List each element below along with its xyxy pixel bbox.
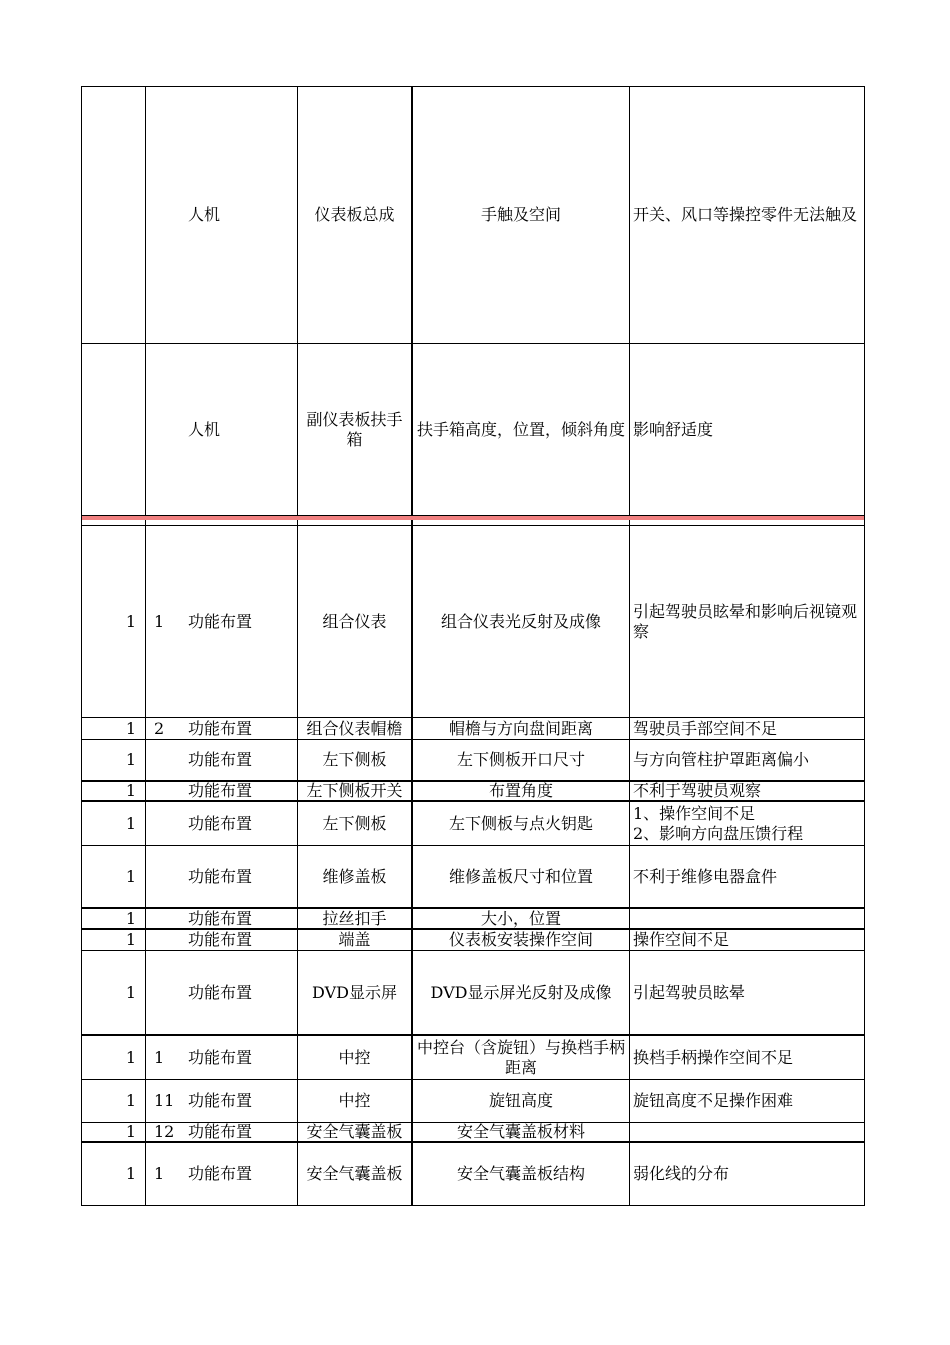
row-count-cell bbox=[82, 87, 146, 343]
check-item-cell bbox=[413, 1143, 630, 1205]
table-row bbox=[81, 1123, 865, 1143]
category-cell bbox=[146, 1036, 298, 1079]
part-name: 组合仪表 bbox=[322, 611, 387, 631]
row-count: 1 bbox=[125, 982, 136, 1002]
issue-description: 开关、风口等操控零件无法触及 bbox=[633, 205, 858, 224]
part-name: 副仪表板扶手箱 bbox=[306, 409, 403, 449]
issue-cell bbox=[630, 1123, 864, 1141]
issue-description: 1、操作空间不足 2、影响方向盘压馈行程 bbox=[633, 803, 804, 843]
part-cell bbox=[298, 782, 413, 800]
check-item: 左下侧板开口尺寸 bbox=[456, 750, 585, 769]
issue-description: 不利于维修电器盒件 bbox=[633, 866, 778, 886]
row-count: 1 bbox=[125, 930, 136, 949]
issue-cell bbox=[630, 1143, 864, 1205]
part-name: 端盖 bbox=[338, 930, 371, 949]
item-number: 1 bbox=[154, 1047, 165, 1067]
check-item-cell bbox=[413, 1080, 630, 1122]
issue-description: 旋钮高度不足操作困难 bbox=[633, 1091, 794, 1110]
table-row bbox=[81, 525, 865, 718]
issue-cell bbox=[630, 909, 864, 928]
item-number: 11 bbox=[154, 1091, 175, 1110]
item-number: 1 bbox=[154, 1164, 165, 1183]
issue-cell bbox=[630, 1080, 864, 1122]
category-label: 人机 bbox=[188, 205, 221, 224]
row-count-cell bbox=[82, 909, 146, 928]
part-cell bbox=[298, 930, 413, 950]
issue-cell bbox=[630, 740, 864, 780]
check-item-cell bbox=[413, 782, 630, 800]
category-cell bbox=[146, 740, 298, 780]
check-item: 仪表板安装操作空间 bbox=[448, 930, 593, 949]
check-item: 扶手箱高度，位置，倾斜角度 bbox=[417, 419, 626, 439]
check-item-cell bbox=[413, 718, 630, 739]
category-cell bbox=[146, 802, 298, 845]
check-item-cell bbox=[413, 951, 630, 1034]
category-cell bbox=[146, 718, 298, 739]
issue-cell bbox=[630, 1036, 864, 1079]
category-cell bbox=[146, 1080, 298, 1122]
category-label: 功能布置 bbox=[188, 930, 253, 949]
row-count-cell bbox=[82, 1123, 146, 1141]
row-count-cell bbox=[82, 802, 146, 845]
check-item: 安全气囊盖板结构 bbox=[456, 1164, 585, 1183]
part-cell bbox=[298, 344, 413, 515]
issue-cell bbox=[630, 951, 864, 1034]
category-label: 功能布置 bbox=[188, 866, 253, 886]
category-cell bbox=[146, 951, 298, 1034]
row-count: 1 bbox=[125, 866, 136, 886]
issue-cell bbox=[630, 526, 864, 717]
part-name: 中控 bbox=[338, 1091, 371, 1110]
category-cell bbox=[146, 344, 298, 515]
part-name: 左下侧板开关 bbox=[306, 782, 403, 800]
row-count: 1 bbox=[125, 813, 136, 833]
row-count-cell bbox=[82, 782, 146, 800]
row-count: 1 bbox=[125, 611, 136, 631]
part-name: 维修盖板 bbox=[322, 866, 387, 886]
row-count: 1 bbox=[125, 1091, 136, 1110]
row-count-cell bbox=[82, 718, 146, 739]
check-item: 安全气囊盖板材料 bbox=[456, 1123, 585, 1141]
row-count-cell bbox=[82, 526, 146, 717]
check-item: 帽檐与方向盘间距离 bbox=[448, 718, 593, 738]
item-number: 2 bbox=[154, 718, 165, 738]
category-label: 功能布置 bbox=[188, 1091, 253, 1110]
row-count-cell bbox=[82, 1080, 146, 1122]
row-count-cell bbox=[82, 951, 146, 1034]
part-cell bbox=[298, 526, 413, 717]
table-row bbox=[81, 740, 865, 782]
category-label: 功能布置 bbox=[188, 909, 253, 928]
part-cell bbox=[298, 740, 413, 780]
check-item-cell bbox=[413, 930, 630, 950]
table-row bbox=[81, 1143, 865, 1206]
issue-cell bbox=[630, 846, 864, 907]
part-name: DVD显示屏 bbox=[312, 982, 397, 1002]
table-row bbox=[81, 782, 865, 802]
part-cell bbox=[298, 1143, 413, 1205]
issue-description: 弱化线的分布 bbox=[633, 1164, 730, 1183]
part-name: 仪表板总成 bbox=[314, 205, 395, 224]
issue-description: 引起驾驶员眩晕和影响后视镜观察 bbox=[633, 601, 858, 641]
part-cell bbox=[298, 909, 413, 928]
table-row bbox=[81, 1036, 865, 1080]
category-label: 功能布置 bbox=[188, 782, 253, 800]
table-row bbox=[81, 86, 865, 344]
part-cell bbox=[298, 1123, 413, 1141]
part-name: 组合仪表帽檐 bbox=[306, 718, 403, 738]
category-cell bbox=[146, 87, 298, 343]
check-item-cell bbox=[413, 1123, 630, 1141]
category-label: 功能布置 bbox=[188, 982, 253, 1002]
check-item-cell bbox=[413, 846, 630, 907]
category-label: 功能布置 bbox=[188, 1047, 253, 1067]
row-count: 1 bbox=[125, 1164, 136, 1183]
issue-description: 驾驶员手部空间不足 bbox=[633, 718, 778, 738]
row-count-cell bbox=[82, 1143, 146, 1205]
row-count: 1 bbox=[125, 1123, 136, 1141]
issue-cell bbox=[630, 87, 864, 343]
category-cell bbox=[146, 526, 298, 717]
part-name: 左下侧板 bbox=[322, 813, 387, 833]
check-item-cell bbox=[413, 740, 630, 780]
issue-cell bbox=[630, 802, 864, 845]
category-cell bbox=[146, 930, 298, 950]
table-row bbox=[81, 1080, 865, 1123]
part-name: 左下侧板 bbox=[322, 750, 387, 769]
part-cell bbox=[298, 87, 413, 343]
spreadsheet-table bbox=[81, 86, 865, 1206]
table-row bbox=[81, 909, 865, 930]
part-cell bbox=[298, 718, 413, 739]
category-label: 功能布置 bbox=[188, 611, 253, 631]
category-label: 人机 bbox=[188, 419, 221, 439]
check-item-cell bbox=[413, 526, 630, 717]
check-item-cell bbox=[413, 344, 630, 515]
check-item-cell bbox=[413, 802, 630, 845]
check-item: 布置角度 bbox=[488, 782, 553, 800]
category-label: 功能布置 bbox=[188, 1123, 253, 1141]
check-item: 大小，位置 bbox=[480, 909, 561, 928]
check-item-cell bbox=[413, 909, 630, 928]
check-item: 组合仪表光反射及成像 bbox=[440, 611, 601, 631]
part-cell bbox=[298, 802, 413, 845]
table-row bbox=[81, 930, 865, 951]
highlight-separator-row bbox=[81, 516, 865, 525]
part-cell bbox=[298, 1036, 413, 1079]
row-count-cell bbox=[82, 846, 146, 907]
check-item: 手触及空间 bbox=[480, 205, 561, 224]
part-name: 安全气囊盖板 bbox=[306, 1164, 403, 1183]
category-label: 功能布置 bbox=[188, 1164, 253, 1183]
check-item-cell bbox=[413, 87, 630, 343]
check-item: 旋钮高度 bbox=[488, 1091, 553, 1110]
table-row bbox=[81, 951, 865, 1036]
issue-cell bbox=[630, 782, 864, 800]
category-cell bbox=[146, 1143, 298, 1205]
check-item: 左下侧板与点火钥匙 bbox=[448, 813, 593, 833]
part-cell bbox=[298, 846, 413, 907]
issue-cell bbox=[630, 344, 864, 515]
item-number: 1 bbox=[154, 611, 165, 631]
top-rows bbox=[81, 86, 865, 516]
issue-description: 与方向管柱护罩距离偏小 bbox=[633, 750, 810, 769]
issue-description: 换档手柄操作空间不足 bbox=[633, 1047, 794, 1067]
row-count-cell bbox=[82, 740, 146, 780]
check-item: 维修盖板尺寸和位置 bbox=[448, 866, 593, 886]
table-row bbox=[81, 846, 865, 909]
issue-cell bbox=[630, 718, 864, 739]
main-rows bbox=[81, 525, 865, 1206]
row-count: 1 bbox=[125, 718, 136, 738]
check-item: DVD显示屏光反射及成像 bbox=[430, 982, 612, 1002]
category-label: 功能布置 bbox=[188, 750, 253, 769]
category-cell bbox=[146, 846, 298, 907]
row-count: 1 bbox=[125, 750, 136, 769]
item-number: 12 bbox=[154, 1123, 175, 1141]
category-cell bbox=[146, 782, 298, 800]
table-row bbox=[81, 718, 865, 740]
table-row bbox=[81, 802, 865, 846]
category-cell bbox=[146, 1123, 298, 1141]
issue-description: 操作空间不足 bbox=[633, 930, 730, 949]
issue-description: 不利于驾驶员观察 bbox=[633, 782, 762, 800]
issue-description: 影响舒适度 bbox=[633, 419, 714, 439]
check-item-cell bbox=[413, 1036, 630, 1079]
row-count-cell bbox=[82, 930, 146, 950]
issue-description: 引起驾驶员眩晕 bbox=[633, 982, 746, 1002]
category-label: 功能布置 bbox=[188, 813, 253, 833]
category-cell bbox=[146, 909, 298, 928]
row-count: 1 bbox=[125, 909, 136, 928]
row-count: 1 bbox=[125, 1047, 136, 1067]
check-item: 中控台（含旋钮）与换档手柄距离 bbox=[417, 1037, 626, 1077]
row-count-cell bbox=[82, 1036, 146, 1079]
issue-cell bbox=[630, 930, 864, 950]
row-count: 1 bbox=[125, 782, 136, 800]
part-cell bbox=[298, 951, 413, 1034]
part-name: 安全气囊盖板 bbox=[306, 1123, 403, 1141]
part-cell bbox=[298, 1080, 413, 1122]
category-label: 功能布置 bbox=[188, 718, 253, 738]
table-row bbox=[81, 344, 865, 516]
row-count-cell bbox=[82, 344, 146, 515]
part-name: 中控 bbox=[338, 1047, 371, 1067]
part-name: 拉丝扣手 bbox=[322, 909, 387, 928]
